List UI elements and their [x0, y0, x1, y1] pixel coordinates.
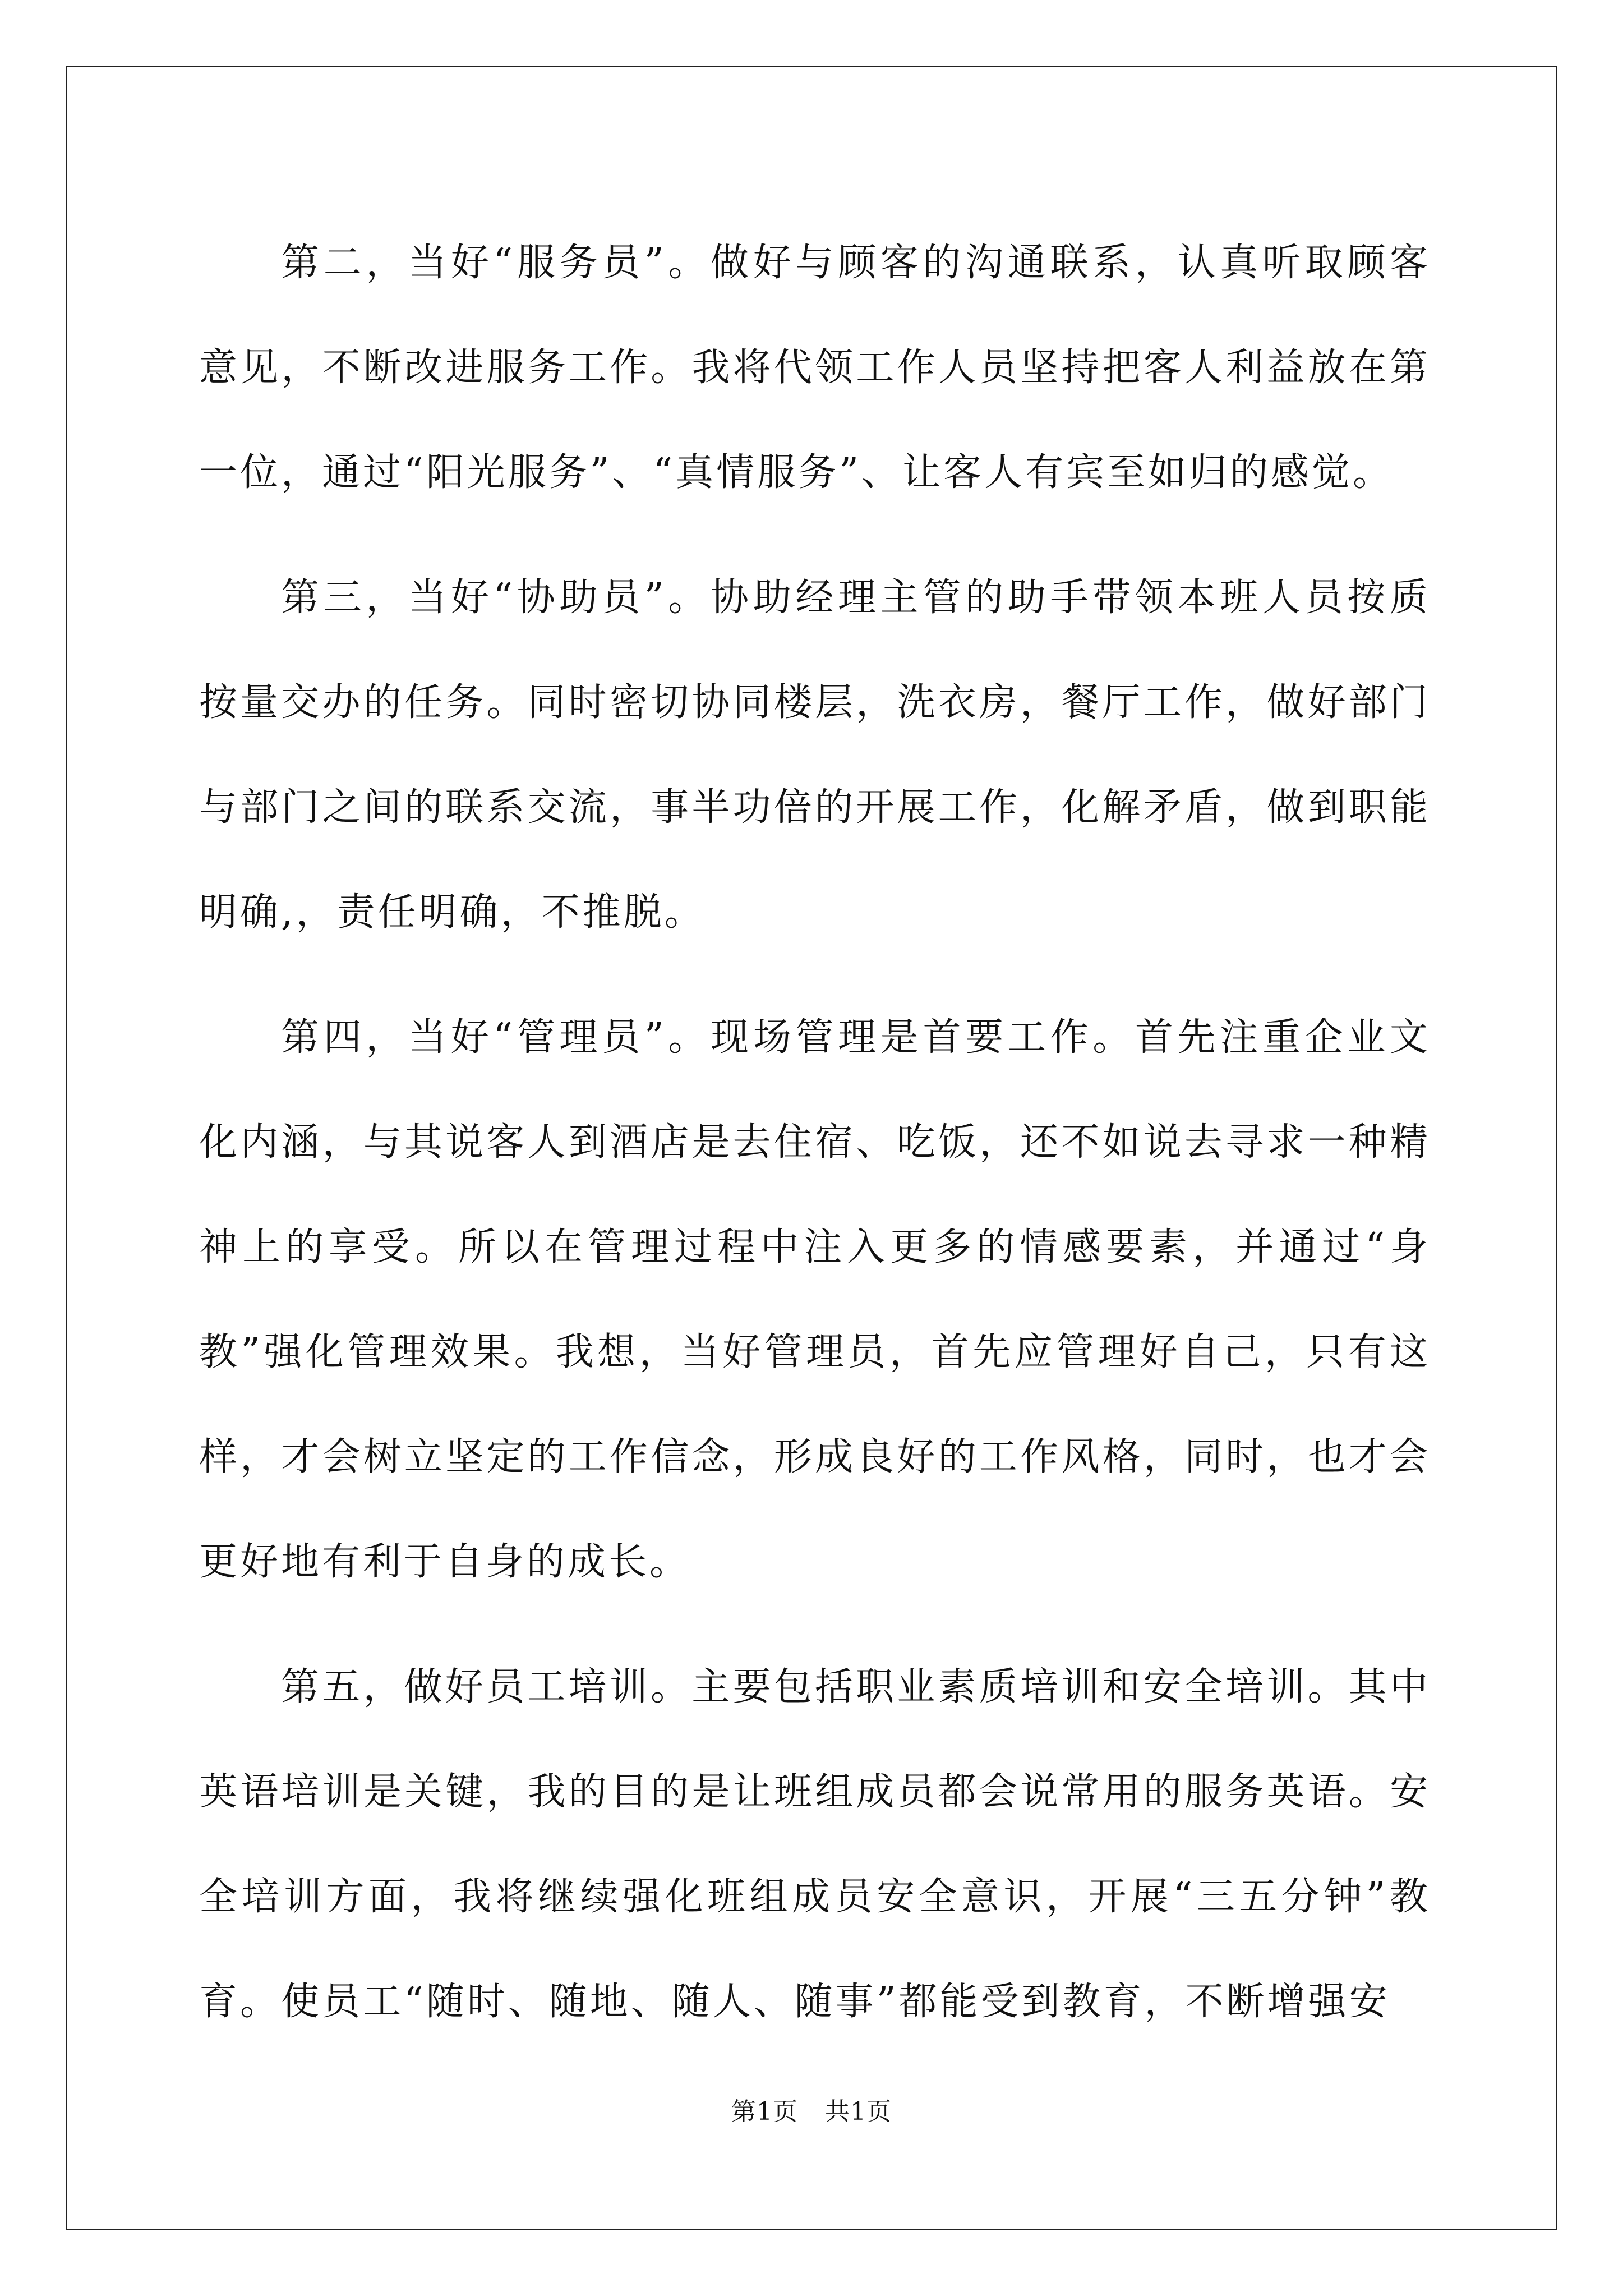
- paragraph-training: 第五，做好员工培训。主要包括职业素质培训和安全培训。其中英语培训是关键，我的目的是让班组成员都会说常用的服务英语。安全培训方面，我将继续强化班组成员安全意识，开展“三五分钟”教育。使员工“随时、随地、随人、随事”都能受到教育，不断增强安: [199, 1665, 1431, 2024]
- document-body: [199, 210, 1431, 2074]
- page-number: 第1页: [731, 2097, 798, 2126]
- page-total: 共1页: [825, 2097, 892, 2126]
- page-footer: [0, 2091, 1623, 2127]
- paragraph-manager: 第四，当好“管理员”。现场管理是首要工作。首先注重企业文化内涵，与其说客人到酒店是去住宿、吃饭，还不如说去寻求一种精神上的享受。所以在管理过程中注入更多的情感要素，并通过“身教”强化管理效果。我想，当好管理员，首先应管理好自己，只有这样，才会树立坚定的工作信念，形成良好的工作风格，同时，也才会更好地有利于自身的成长。: [199, 1015, 1431, 1584]
- paragraph-service: 第二，当好“服务员”。做好与顾客的沟通联系，认真听取顾客意见，不断改进服务工作。我将代领工作人员坚持把客人利益放在第一位，通过“阳光服务”、“真情服务”、让客人有宾至如归的感觉。: [199, 241, 1431, 495]
- paragraph-assistant: 第三，当好“协助员”。协助经理主管的助手带领本班人员按质按量交办的任务。同时密切协同楼层，洗衣房，餐厅工作，做好部门与部门之间的联系交流，事半功倍的开展工作，化解矛盾，做到职能明确,，责任明确，不推脱。: [199, 576, 1431, 935]
